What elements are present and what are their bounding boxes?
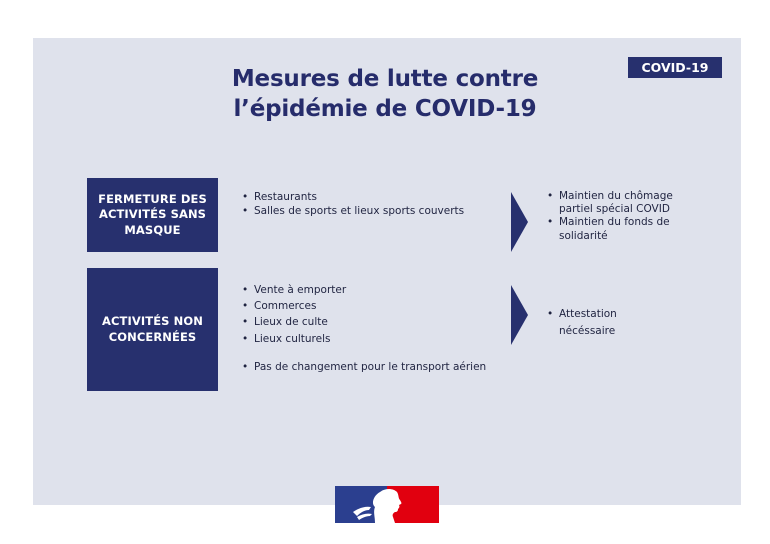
bullet-icon: • — [242, 191, 249, 203]
item-text: Lieux culturels — [254, 332, 331, 345]
bullet-icon: • — [547, 190, 554, 202]
list-item — [240, 204, 500, 218]
list-item — [240, 359, 500, 375]
title-line-2: l’épidémie de COVID-19 — [233, 96, 537, 122]
item-text: Lieux de culte — [254, 316, 328, 329]
outcomes-list-closure — [545, 190, 705, 243]
bullet-icon: • — [547, 216, 554, 229]
outcomes-list-not-concerned — [545, 306, 695, 339]
item-text: Salles de sports et lieux sports couverts — [254, 205, 465, 217]
bullet-icon: • — [242, 332, 249, 345]
item-text: Vente à emporter — [254, 284, 347, 296]
bullet-icon: • — [242, 284, 249, 296]
item-text: Attestation nécéssaire — [559, 308, 617, 337]
activities-list-not-concerned — [240, 282, 500, 375]
title-line-1: Mesures de lutte contre — [231, 66, 539, 92]
bullet-icon: • — [242, 300, 249, 313]
list-item — [240, 298, 500, 314]
list-item — [240, 190, 500, 204]
category-box-closure — [87, 178, 218, 252]
item-text: Pas de changement pour le transport aérien — [254, 360, 487, 373]
item-text: Maintien du chômage partiel spécial COVID — [559, 190, 673, 216]
activities-list-closure — [240, 190, 500, 218]
category-label: FERMETURE DES ACTIVITÉS SANS MASQUE — [98, 191, 207, 237]
category-box-not-concerned — [87, 268, 218, 391]
chevron-right-icon — [511, 285, 528, 345]
item-text: Restaurants — [254, 191, 317, 203]
marianne-logo-icon — [335, 486, 439, 523]
list-item — [545, 306, 639, 339]
list-item — [240, 314, 500, 330]
item-text: Commerces — [254, 300, 317, 313]
list-item — [240, 331, 500, 347]
bullet-icon: • — [242, 205, 249, 217]
bullet-icon: • — [242, 360, 249, 373]
bullet-icon: • — [242, 316, 249, 329]
list-item — [545, 216, 699, 242]
list-item — [545, 190, 699, 216]
item-text: Maintien du fonds de solidarité — [559, 216, 670, 242]
category-label: ACTIVITÉS NON CONCERNÉES — [102, 314, 203, 344]
chevron-right-icon — [511, 192, 528, 252]
covid-badge: COVID-19 — [628, 57, 722, 78]
bullet-icon: • — [547, 308, 554, 320]
list-item — [240, 282, 500, 298]
